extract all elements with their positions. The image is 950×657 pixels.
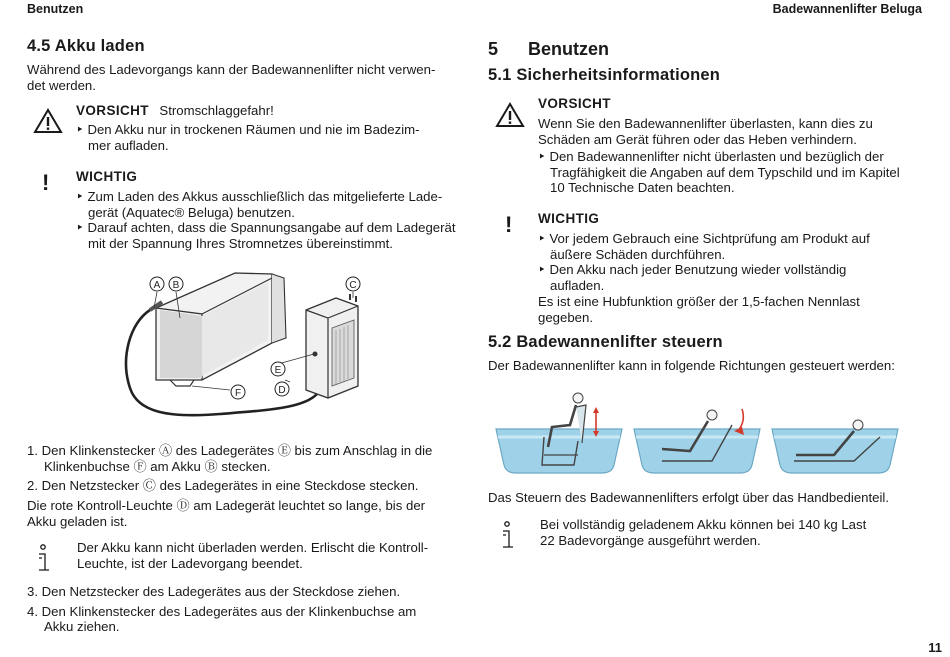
running-header-right: Badewannenlifter Beluga xyxy=(772,2,922,16)
list-item: ‣ Darauf achten, dass die Spannungsangabe auf dem Ladegerät xyxy=(76,220,456,235)
text-line: Wenn Sie den Badewannenlifter überlasten, kann dies zu xyxy=(538,116,873,131)
callout-d: D xyxy=(278,385,286,396)
info-note-left xyxy=(77,540,428,571)
control-intro: Der Badewannenlifter kann in folgende Richtungen gesteuert werden: xyxy=(488,358,895,373)
page-number: 11 xyxy=(928,640,942,655)
info-note-right xyxy=(540,517,866,548)
text-line: Schäden am Gerät führen oder das Heben verhindern. xyxy=(538,131,857,147)
text-line: Leuchte, ist der Ladevorgang beendet. xyxy=(77,555,303,571)
caution-text: Stromschlaggefahr! xyxy=(159,103,274,118)
important-label: WICHTIG xyxy=(538,211,600,226)
text-line: gegeben. xyxy=(538,309,594,325)
text-line: 22 Badevorgänge ausgeführt werden. xyxy=(540,532,761,548)
info-icon xyxy=(500,521,514,551)
callout-c: C xyxy=(349,280,357,291)
text-line: Bei vollständig geladenem Akku können bei 140 kg Last xyxy=(540,517,867,532)
callout-b: B xyxy=(172,280,180,291)
hub-paragraph xyxy=(538,294,860,325)
caution-list xyxy=(538,149,900,196)
steps-list-2 xyxy=(27,584,467,635)
list-item: 2. Den Netzstecker Ⓒ des Ladegerätes in eine Steckdose stecken. xyxy=(27,478,419,493)
list-item: mit der Spannung Ihres Stromnetzes übereinstimmt. xyxy=(88,235,393,251)
caution-label: VORSICHT xyxy=(76,103,149,118)
important-label: WICHTIG xyxy=(76,169,138,184)
intro-paragraph xyxy=(27,62,467,93)
chapter-title-benutzen: 5 Benutzen xyxy=(488,39,610,59)
list-item: 10 Technische Daten beachten. xyxy=(550,180,735,195)
text-line: Der Akku kann nicht überladen werden. Erlischt die Kontroll- xyxy=(77,540,429,555)
warning-triangle-icon xyxy=(496,102,524,128)
list-item: gerät (Aquatec® Beluga) benutzen. xyxy=(88,204,295,220)
intro-line: det werden. xyxy=(27,77,96,93)
list-item: ‣ Den Akku nach jeder Benutzung wieder vollständig xyxy=(538,262,847,277)
list-item: ‣ Vor jedem Gebrauch eine Sichtprüfung am Produkt auf xyxy=(538,231,870,246)
callout-e: E xyxy=(274,365,282,376)
callout-f: F xyxy=(234,388,242,399)
list-item: 3. Den Netzstecker des Ladegerätes aus der Steckdose ziehen. xyxy=(27,584,401,599)
text-line: Die rote Kontroll-Leuchte Ⓓ am Ladegerät leuchtet so lange, bis der xyxy=(27,498,426,513)
list-item: ‣ Den Akku nur in trockenen Räumen und nie im Badezim- xyxy=(76,122,420,137)
running-header-left: Benutzen xyxy=(27,2,84,16)
section-title-akku-laden: 4.5 Akku laden xyxy=(27,37,145,55)
handset-paragraph: Das Steuern des Badewannenlifters erfolgt über das Handbedienteil. xyxy=(488,490,890,505)
warning-triangle-icon xyxy=(34,108,62,134)
caution-label: VORSICHT xyxy=(538,96,611,111)
list-item: ‣ Den Badewannenlifter nicht überlasten und bezüglich der xyxy=(538,149,884,164)
list-item: Klinkenbuchse Ⓕ am Akku Ⓑ stecken. xyxy=(44,458,271,474)
intro-line: Während des Ladevorgangs kann der Badewannenlifter nicht verwen- xyxy=(27,62,436,77)
caution-list xyxy=(76,122,420,153)
list-item: äußere Schäden durchführen. xyxy=(550,246,726,262)
list-item: 4. Den Klinkenstecker des Ladegerätes aus der Klinkenbuchse am xyxy=(27,603,417,619)
list-item: mer aufladen. xyxy=(88,137,169,153)
info-icon xyxy=(36,544,50,574)
bath-lift-directions-illustration xyxy=(494,385,904,480)
caution-heading xyxy=(76,102,274,120)
section-title-sicherheit: 5.1 Sicherheitsinformationen xyxy=(488,66,721,84)
important-exclamation-icon: ! xyxy=(42,170,50,195)
list-item: Tragfähigkeit die Angaben auf dem Typschild und im Kapitel xyxy=(550,164,900,180)
important-exclamation-icon: ! xyxy=(505,212,513,237)
callout-a: A xyxy=(153,280,161,291)
section-title-steuern: 5.2 Badewannenlifter steuern xyxy=(488,333,723,351)
steps-list-1 xyxy=(27,443,467,494)
list-item: ‣ Zum Laden des Akkus ausschließlich das mitgelieferte Lade- xyxy=(76,189,443,204)
caution-paragraph xyxy=(538,116,873,147)
list-item: Akku ziehen. xyxy=(44,619,120,634)
charger-illustration xyxy=(110,268,380,428)
text-line: Es ist eine Hubfunktion größer der 1,5-fachen Nennlast xyxy=(538,294,860,309)
list-item: aufladen. xyxy=(550,277,605,293)
important-list xyxy=(76,189,456,251)
important-list xyxy=(538,231,870,293)
list-item: 1. Den Klinkenstecker Ⓐ des Ladegerätes Ⓔ bis zum Anschlag in die xyxy=(27,443,433,458)
text-line: Akku geladen ist. xyxy=(27,513,128,529)
led-paragraph xyxy=(27,498,467,529)
